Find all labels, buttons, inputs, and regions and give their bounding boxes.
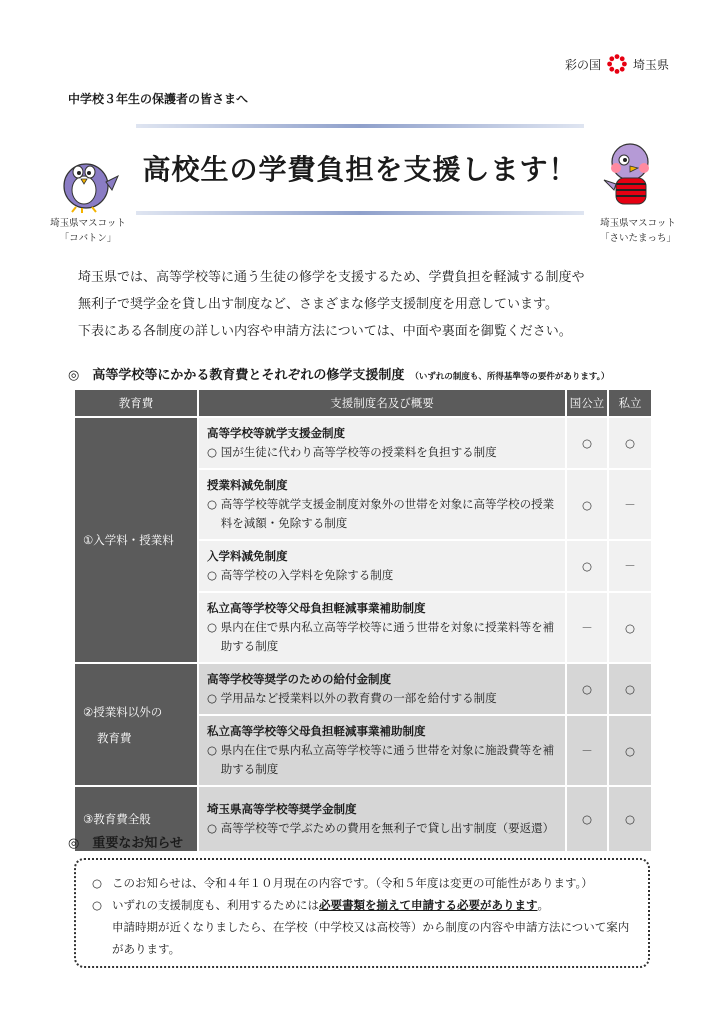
system-desc: ○ 県内在住で県内私立高等学校等に通う世帯を対象に授業料等を補助する制度 xyxy=(207,620,555,653)
category-cell xyxy=(74,663,198,786)
table-row xyxy=(74,663,652,715)
system-desc: ○ 高等学校等で学ぶための費用を無利子で貸し出す制度（要返還） xyxy=(207,821,555,835)
right-mascot-caption-line1: 埼玉県マスコット xyxy=(600,218,676,229)
column-header-public: 国公立 xyxy=(566,389,608,417)
system-cell xyxy=(198,540,566,592)
system-desc: ○ 国が生徒に代わり高等学校等の授業料を負担する制度 xyxy=(207,445,497,459)
system-name: 埼玉県高等学校等奨学金制度 xyxy=(207,802,357,816)
bullet-icon: ○ xyxy=(92,876,103,890)
table-section-note: （いずれの制度も、所得基準等の要件があります。） xyxy=(410,372,610,382)
table-header-row xyxy=(74,389,652,417)
public-mark: ○ xyxy=(566,663,608,715)
private-mark: ○ xyxy=(608,663,652,715)
category-label: ①入学料・授業料 xyxy=(83,533,174,547)
public-mark: － xyxy=(566,592,608,663)
system-cell xyxy=(198,715,566,786)
system-cell xyxy=(198,417,566,469)
saitamacchi-mascot-icon xyxy=(596,140,660,206)
left-mascot-caption-line2: 「コバトン」 xyxy=(59,233,117,244)
support-table xyxy=(73,388,653,853)
system-name: 入学料減免制度 xyxy=(207,549,288,563)
system-name: 私立高等学校等父母負担軽減事業補助制度 xyxy=(207,601,426,615)
table-row xyxy=(74,417,652,469)
right-mascot-caption xyxy=(588,216,688,246)
system-cell xyxy=(198,592,566,663)
prefecture-nickname: 彩の国 xyxy=(564,57,601,72)
notice-item-2-prefix: いずれの支援制度も、利用するためには xyxy=(112,898,319,912)
audience-line: 中学校３年生の保護者の皆さまへ xyxy=(68,92,249,106)
system-cell xyxy=(198,469,566,540)
private-mark: ○ xyxy=(608,417,652,469)
notice-heading: ◎ 重要なお知らせ xyxy=(68,836,183,851)
notice-box xyxy=(74,858,650,968)
saitama-prefecture-mark-icon xyxy=(607,54,627,74)
intro-line-2: 無利子で奨学金を貸し出す制度など、さまざまな修学支援制度を用意しています。 xyxy=(78,297,558,312)
notice-item-2-sub: 申請時期が近くなりましたら、在学校（中学校又は高校等）から制度の内容や申請方法について案内があります。 xyxy=(112,920,630,956)
category-label-line1: ②授業料以外の xyxy=(83,704,163,719)
public-mark: ○ xyxy=(566,469,608,540)
public-mark: － xyxy=(566,715,608,786)
page-title: 高校生の学費負担を支援します！ xyxy=(142,153,578,186)
column-header-cost: 教育費 xyxy=(74,389,198,417)
right-mascot-caption-line2: 「さいたまっち」 xyxy=(599,233,676,244)
intro-paragraph xyxy=(78,264,678,345)
public-mark: ○ xyxy=(566,786,608,852)
system-cell xyxy=(198,786,566,852)
intro-line-3: 下表にある各制度の詳しい内容や申請方法については、中面や裏面を御覧ください。 xyxy=(78,324,572,339)
system-cell xyxy=(198,663,566,715)
title-band-top xyxy=(136,124,584,128)
notice-item-2-text xyxy=(112,894,549,916)
notice-item-2-suffix: 。 xyxy=(537,898,549,912)
prefecture-logo xyxy=(565,54,669,74)
intro-line-1: 埼玉県では、高等学校等に通う生徒の修学を支援するため、学費負担を軽減する制度や xyxy=(78,270,585,285)
title-band-bottom xyxy=(136,211,584,215)
table-section-heading xyxy=(68,364,609,383)
column-header-system: 支援制度名及び概要 xyxy=(198,389,566,417)
notice-item xyxy=(92,894,632,916)
system-name: 高等学校等奨学のための給付金制度 xyxy=(207,672,391,686)
public-mark: ○ xyxy=(566,540,608,592)
system-desc: ○ 高等学校の入学料を免除する制度 xyxy=(207,568,394,582)
system-name: 私立高等学校等父母負担軽減事業補助制度 xyxy=(207,724,426,738)
left-mascot-caption-line1: 埼玉県マスコット xyxy=(50,218,126,229)
notice-item-2-emphasis: 必要書類を揃えて申請する必要があります xyxy=(319,898,538,912)
category-label: ③教育費全般 xyxy=(83,812,151,826)
private-mark: ○ xyxy=(608,592,652,663)
category-label-line2: 教育費 xyxy=(97,730,132,745)
system-desc: ○ 県内在住で県内私立高等学校等に通う世帯を対象に施設費等を補助する制度 xyxy=(207,743,555,776)
category-cell xyxy=(74,417,198,663)
left-mascot-caption xyxy=(38,216,138,246)
notice-item-1-text: このお知らせは、令和４年１０月現在の内容です。（令和５年度は変更の可能性があります。） xyxy=(112,876,593,890)
system-desc: ○ 学用品など授業料以外の教育費の一部を給付する制度 xyxy=(207,691,497,705)
kobaton-mascot-icon xyxy=(56,148,120,214)
system-name: 授業料減免制度 xyxy=(207,478,288,492)
table-section-title: ◎ 高等学校等にかかる教育費とそれぞれの修学支援制度 xyxy=(68,368,405,383)
private-mark: ○ xyxy=(608,786,652,852)
prefecture-name: 埼玉県 xyxy=(632,57,669,72)
private-mark: － xyxy=(608,540,652,592)
bullet-icon: ○ xyxy=(92,898,103,912)
column-header-private: 私立 xyxy=(608,389,652,417)
private-mark: ○ xyxy=(608,715,652,786)
notice-item xyxy=(92,872,632,894)
system-name: 高等学校等就学支援金制度 xyxy=(207,426,345,440)
public-mark: ○ xyxy=(566,417,608,469)
private-mark: － xyxy=(608,469,652,540)
system-desc: ○ 高等学校等就学支援金制度対象外の世帯を対象に高等学校の授業料を減額・免除する制度 xyxy=(207,497,555,530)
